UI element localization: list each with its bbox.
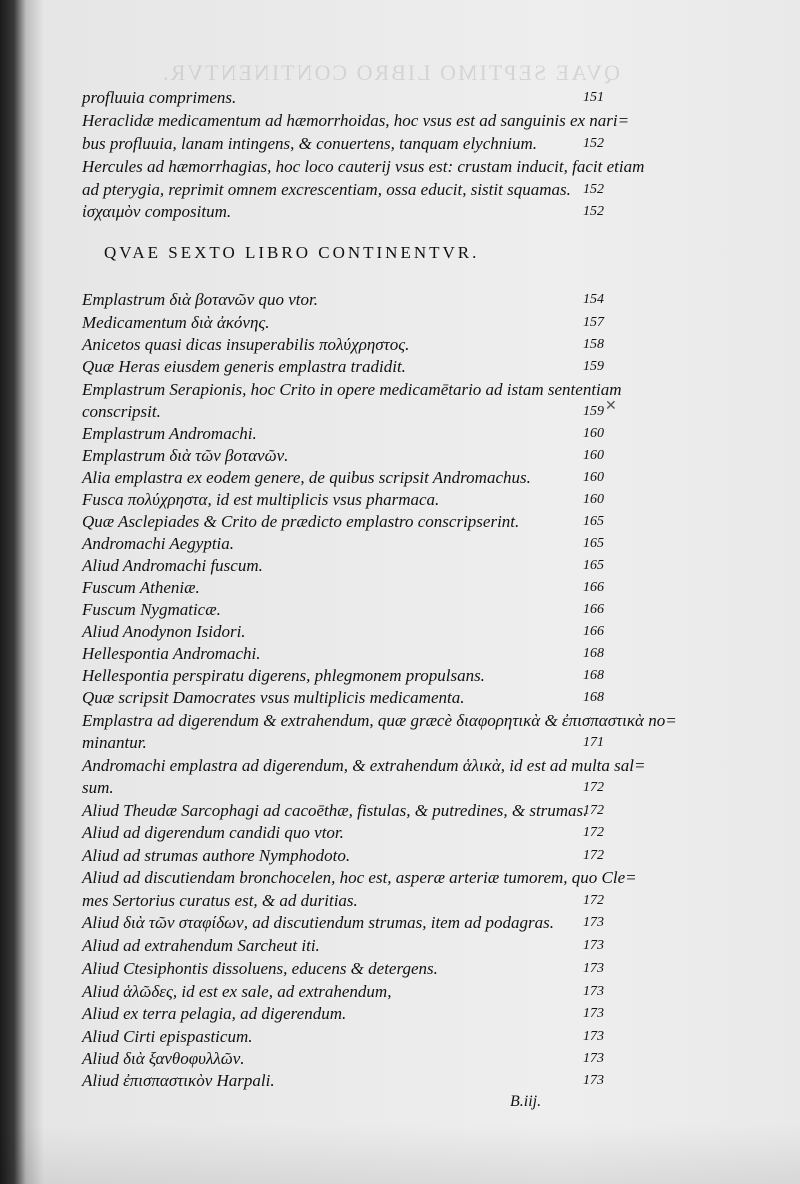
index-entry: mes Sertorius curatus est, & ad duritias.: [82, 891, 358, 910]
index-entry: Aliud διὰ τῶν σταφίδων, ad discutiendum strumas, item ad podagras.: [82, 913, 554, 932]
index-page-number: 168: [583, 646, 604, 661]
index-page-number: 173: [583, 1051, 604, 1066]
index-entry: Medicamentum διὰ ἀκόνης.: [82, 313, 270, 332]
index-entry: Quæ Heras eiusdem generis emplastra tradidit.: [82, 357, 406, 376]
index-entry: Aliud ἐπισπαστικὸν Harpali.: [82, 1071, 275, 1090]
index-entry: Aliud Andromachi fuscum.: [82, 556, 263, 575]
index-entry: Fuscum Atheniæ.: [82, 578, 200, 597]
index-page-number: 160: [583, 426, 604, 441]
index-entry: Aliud ἁλῶδες, id est ex sale, ad extrahendum,: [82, 982, 392, 1001]
index-page-number: 172: [583, 780, 604, 795]
index-entry: Aliud ad digerendum candidi quo vtor.: [82, 823, 344, 842]
index-entry: Hellespontia perspiratu digerens, phlegmonem propulsans.: [82, 666, 485, 685]
index-page-number: 172: [583, 848, 604, 863]
index-entry: Andromachi emplastra ad digerendum, & extrahendum ἁλικὰ, id est ad multa sal=: [82, 756, 646, 775]
index-entry: Aliud ex terra pelagia, ad digerendum.: [82, 1004, 347, 1023]
index-entry: Anicetos quasi dicas insuperabilis πολύχρηστος.: [82, 335, 410, 354]
index-entry: profluuia comprimens.: [82, 88, 237, 107]
index-page-number: 159: [583, 359, 604, 374]
index-entry: Aliud Theudæ Sarcophagi ad cacoēthæ, fistulas, & putredines, & strumas.: [82, 801, 588, 820]
index-entry: Aliud ad extrahendum Sarcheut iti.: [82, 936, 320, 955]
index-entry: Emplastra ad digerendum & extrahendum, quæ græcè διαφορητικὰ & ἐπισπαστικὰ no=: [82, 711, 677, 730]
index-entry: Alia emplastra ex eodem genere, de quibus scripsit Andromachus.: [82, 468, 531, 487]
index-entry: Heraclidæ medicamentum ad hæmorrhoidas, hoc vsus est ad sanguinis ex nari=: [82, 111, 630, 130]
index-entry: Emplastrum διὰ βοτανῶν quo vtor.: [82, 290, 318, 309]
index-page-number: 154: [583, 292, 604, 307]
index-page-number: 160: [583, 470, 604, 485]
index-entry: Emplastrum Serapionis, hoc Crito in opere medicamētario ad istam sententiam: [82, 380, 622, 399]
index-entry: ἰσχαιμὸν compositum.: [82, 202, 232, 221]
index-page-number: 173: [583, 938, 604, 953]
index-page-number: 173: [583, 1006, 604, 1021]
index-page-number: 173: [583, 1073, 604, 1088]
index-page-number: 152: [583, 136, 604, 151]
index-page-number: 159: [583, 404, 604, 419]
index-entry: bus profluuia, lanam intingens, & conuertens, tanquam elychnium.: [82, 134, 538, 153]
index-entry: ad pterygia, reprimit omnem excrescentiam, ossa educit, sistit squamas.: [82, 180, 571, 199]
index-page-number: 151: [583, 90, 604, 105]
index-entry: Aliud Anodynon Isidori.: [82, 622, 246, 641]
index-page-number: 171: [583, 735, 604, 750]
index-page-number: 173: [583, 1029, 604, 1044]
index-entry: Emplastrum διὰ τῶν βοτανῶν.: [82, 446, 289, 465]
index-page-number: 166: [583, 602, 604, 617]
index-page-number: 173: [583, 984, 604, 999]
index-entry: Aliud Cirti epispasticum.: [82, 1027, 253, 1046]
index-entry: Aliud ad strumas authore Nymphodoto.: [82, 846, 351, 865]
index-entry: Fusca πολύχρηστα, id est multiplicis vsus pharmaca.: [82, 490, 440, 509]
index-entry: conscripsit.: [82, 402, 161, 421]
index-entry: minantur.: [82, 733, 147, 752]
index-entry: Fuscum Nygmaticæ.: [82, 600, 221, 619]
index-page-number: 172: [583, 893, 604, 908]
index-page-number: 165: [583, 558, 604, 573]
index-entry: Andromachi Aegyptia.: [82, 534, 235, 553]
index-entry: Aliud ad discutiendam bronchocelen, hoc est, asperæ arteriæ tumorem, quo Cle=: [82, 868, 637, 887]
index-page-number: 160: [583, 492, 604, 507]
index-page-number: 166: [583, 580, 604, 595]
index-page-number: 152: [583, 182, 604, 197]
index-page-number: 172: [583, 825, 604, 840]
index-page-number: 165: [583, 514, 604, 529]
section-heading: QVAE SEXTO LIBRO CONTINENTVR.: [104, 243, 480, 262]
index-entry: Quæ Asclepiades & Crito de prædicto emplastro conscripserint.: [82, 512, 520, 531]
index-page-number: 158: [583, 337, 604, 352]
bleed-through-text: QVAE SEPTIMO LIBRO CONTINENTVR.: [161, 60, 620, 85]
index-entry: Emplastrum Andromachi.: [82, 424, 257, 443]
index-page-number: 160: [583, 448, 604, 463]
index-entry: sum.: [82, 778, 114, 797]
index-page-number: 173: [583, 915, 604, 930]
index-entry: Quæ scripsit Damocrates vsus multiplicis medicamenta.: [82, 688, 465, 707]
index-entry: Aliud Ctesiphontis dissoluens, educens & detergens.: [82, 959, 438, 978]
index-page-number: 168: [583, 690, 604, 705]
index-page-number: 168: [583, 668, 604, 683]
index-page-number: 152: [583, 204, 604, 219]
index-page-number: 172: [583, 803, 604, 818]
margin-mark: ✕: [605, 399, 617, 414]
index-entry: Hercules ad hæmorrhagias, hoc loco cauterij vsus est: crustam inducit, facit etiam: [82, 157, 645, 176]
index-page-number: 157: [583, 315, 604, 330]
index-entry: Hellespontia Andromachi.: [82, 644, 261, 663]
index-entry: Aliud διὰ ξανθοφυλλῶν.: [82, 1049, 245, 1068]
index-page-number: 166: [583, 624, 604, 639]
index-page-number: 165: [583, 536, 604, 551]
index-page-number: 173: [583, 961, 604, 976]
signature-mark: B.iij.: [510, 1093, 542, 1110]
